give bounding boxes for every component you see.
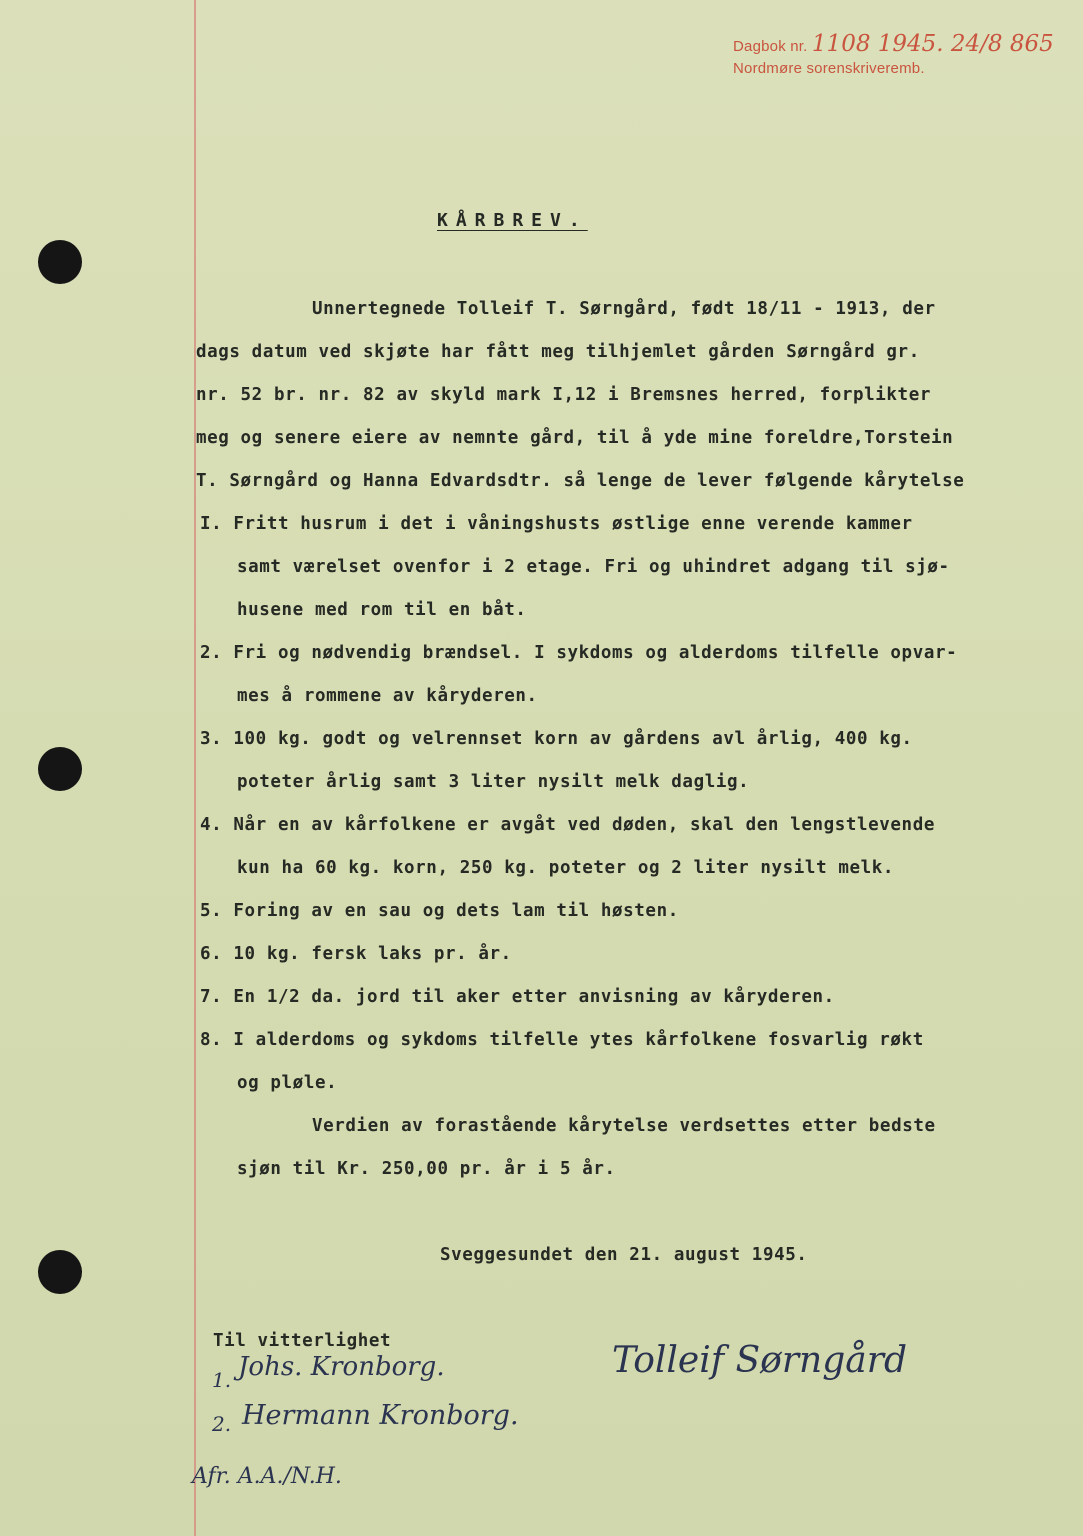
body-line: 6. 10 kg. fersk laks pr. år. [200,944,512,964]
body-line: samt værelset ovenfor i 2 etage. Fri og uhindret adgang til sjø- [237,557,950,577]
body-line: 7. En 1/2 da. jord til aker etter anvisning av kåryderen. [200,987,835,1007]
body-line: meg og senere eiere av nemnte gård, til å yde mine foreldre,Torstein [196,428,954,448]
registry-stamp [733,33,1054,80]
witness-signature: Hermann Kronborg. [242,1400,519,1431]
punch-hole-3 [38,1250,82,1294]
body-line: 4. Når en av kårfolkene er avgåt ved døden, skal den lengstlevende [200,815,935,835]
owner-signature: Tolleif Sørngård [612,1340,907,1381]
body-line: kun ha 60 kg. korn, 250 kg. poteter og 2 liter nysilt melk. [237,858,895,878]
stamp-office: Nordmøre sorenskriveremb. [733,60,925,77]
stamp-prefix: Dagbok nr. [733,38,808,55]
body-line: poteter årlig samt 3 liter nysilt melk daglig. [237,772,750,792]
footnote-initials: Afr. A.A./N.H. [192,1464,342,1489]
body-line: husene med rom til en båt. [237,600,527,620]
body-line: Verdien av forastående kårytelse verdsettes etter bedste [312,1116,936,1136]
body-line: Unnertegnede Tolleif T. Sørngård, født 18/11 - 1913, der [312,299,936,319]
date-line: Sveggesundet den 21. august 1945. [440,1245,808,1265]
body-line: dags datum ved skjøte har fått meg tilhjemlet gården Sørngård gr. [196,342,920,362]
punch-hole-1 [38,240,82,284]
body-line: 5. Foring av en sau og dets lam til høsten. [200,901,679,921]
body-line: nr. 52 br. nr. 82 av skyld mark I,12 i Bremsnes herred, forplikter [196,385,931,405]
document-title: KÅRBREV. [437,210,588,231]
body-line: T. Sørngård og Hanna Edvardsdtr. så lenge de lever følgende kårytelse [196,471,965,491]
body-line: 2. Fri og nødvendig brændsel. I sykdoms og alderdoms tilfelle opvar- [200,643,958,663]
margin-rule [194,0,196,1536]
stamp-handwritten-number: 1108 1945. 24/8 865 [811,31,1054,57]
witness-heading: Til vitterlighet [213,1331,392,1351]
body-line: 3. 100 kg. godt og velrennset korn av gårdens avl årlig, 400 kg. [200,729,913,749]
witness-number: 1. [212,1368,232,1392]
body-line: sjøn til Kr. 250,00 pr. år i 5 år. [237,1159,616,1179]
body-line: og pløle. [237,1073,338,1093]
body-line: mes å rommene av kåryderen. [237,686,538,706]
body-line: 8. I alderdoms og sykdoms tilfelle ytes kårfolkene fosvarlig røkt [200,1030,924,1050]
punch-hole-2 [38,747,82,791]
witness-number: 2. [212,1412,232,1436]
witness-signature: Johs. Kronborg. [238,1352,445,1382]
body-line: I. Fritt husrum i det i våningshusts østlige enne verende kammer [200,514,913,534]
